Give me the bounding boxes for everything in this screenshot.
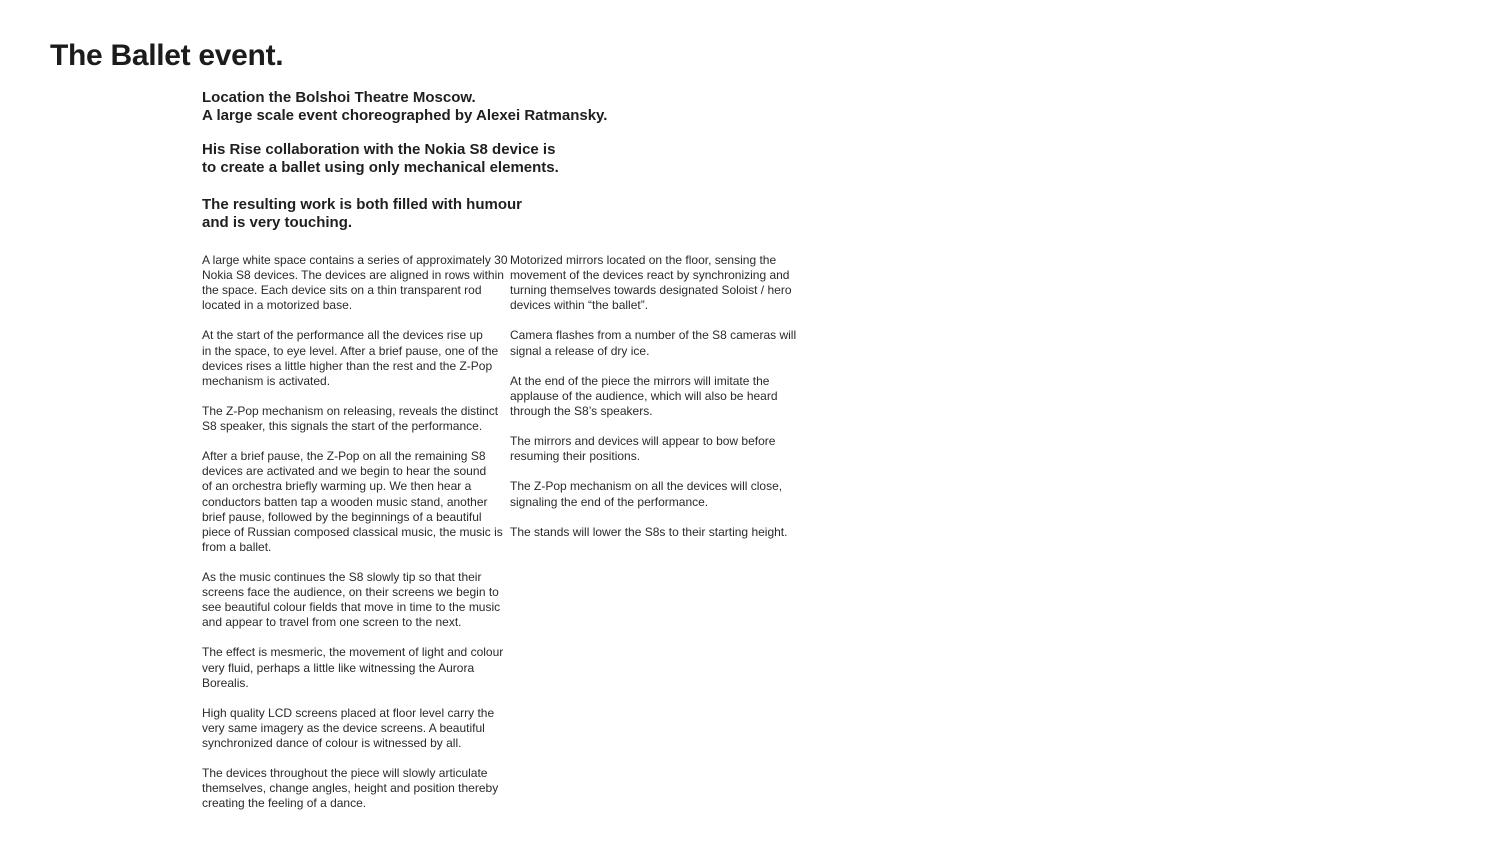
text-line: The stands will lower the S8s to their starting height. — [510, 524, 788, 539]
text-line: At the end of the piece the mirrors will imitate the — [510, 373, 770, 388]
text-line: very fluid, perhaps a little like witnessing the Aurora — [202, 660, 475, 675]
text-line: S8 speaker, this signals the start of the performance. — [202, 419, 483, 434]
intro-line: A large scale event choreographed by Alexei Ratmansky. — [202, 107, 608, 124]
text-line: Nokia S8 devices. The devices are aligned in rows within — [202, 268, 504, 283]
intro-line: Location the Bolshoi Theatre Moscow. — [202, 89, 476, 106]
paragraph — [510, 328, 805, 358]
intro-line: and is very touching. — [202, 214, 353, 231]
body-column-left — [202, 253, 507, 827]
paragraph — [510, 525, 805, 540]
text-line: The devices throughout the piece will slowly articulate — [202, 766, 488, 781]
paragraph — [510, 374, 805, 419]
text-line: screens face the audience, on their screens we begin to — [202, 585, 499, 600]
text-line: Camera flashes from a number of the S8 cameras will — [510, 328, 797, 343]
text-line: signal a release of dry ice. — [510, 343, 650, 358]
text-line: signaling the end of the performance. — [510, 494, 709, 509]
paragraph — [202, 706, 507, 751]
text-line: Motorized mirrors located on the floor, sensing the — [510, 253, 777, 267]
intro-line: to create a ballet using only mechanical elements. — [202, 159, 559, 176]
intro-result — [202, 196, 762, 232]
text-line: After a brief pause, the Z-Pop on all the remaining S8 — [202, 449, 486, 464]
intro-line: His Rise collaboration with the Nokia S8 device is — [202, 141, 556, 158]
text-line: As the music continues the S8 slowly tip so that their — [202, 569, 482, 584]
text-line: devices rises a little higher than the rest and the Z-Pop — [202, 358, 493, 373]
text-line: The Z-Pop mechanism on releasing, reveals the distinct — [202, 403, 499, 418]
text-line: turning themselves towards designated Soloist / hero — [510, 283, 792, 298]
text-line: in the space, to eye level. After a brief pause, one of the — [202, 343, 499, 358]
text-line: piece of Russian composed classical music, the music is — [202, 524, 503, 539]
text-line: The mirrors and devices will appear to bow before — [510, 434, 776, 449]
body-column-right — [510, 253, 805, 555]
text-line: conductors batten tap a wooden music stand, another — [202, 494, 488, 509]
text-line: located in a motorized base. — [202, 298, 353, 313]
text-line: brief pause, followed by the beginnings of a beautiful — [202, 509, 482, 524]
text-line: themselves, change angles, height and position thereby — [202, 781, 499, 796]
paragraph — [202, 404, 507, 434]
text-line: mechanism is activated. — [202, 373, 331, 388]
text-line: resuming their positions. — [510, 449, 641, 464]
intro-collaboration — [202, 141, 762, 177]
text-line: creating the feeling of a dance. — [202, 796, 367, 811]
paragraph — [202, 766, 507, 811]
paragraph — [510, 253, 805, 313]
paragraph — [202, 645, 507, 690]
paragraph — [202, 570, 507, 630]
text-line: of an orchestra briefly warming up. We then hear a — [202, 479, 472, 494]
paragraph — [202, 328, 507, 388]
text-line: see beautiful colour fields that move in time to the music — [202, 600, 501, 615]
intro-location — [202, 89, 762, 125]
text-line: and appear to travel from one screen to the next. — [202, 615, 462, 630]
page-title: The Ballet event. — [50, 39, 284, 72]
text-line: At the start of the performance all the devices rise up — [202, 328, 483, 343]
text-line: The Z-Pop mechanism on all the devices will close, — [510, 479, 783, 494]
text-line: very same imagery as the device screens. A beautiful — [202, 720, 485, 735]
paragraph — [510, 434, 805, 464]
text-line: High quality LCD screens placed at floor level carry the — [202, 705, 495, 720]
text-line: The effect is mesmeric, the movement of light and colour — [202, 645, 504, 660]
paragraph — [202, 449, 507, 555]
text-line: through the S8’s speakers. — [510, 403, 653, 418]
text-line: synchronized dance of colour is witnessed by all. — [202, 736, 462, 750]
text-line: applause of the audience, which will also be heard — [510, 388, 778, 403]
text-line: devices within “the ballet”. — [510, 298, 649, 313]
text-line: the space. Each device sits on a thin transparent rod — [202, 283, 482, 298]
paragraph — [510, 479, 805, 509]
text-line: A large white space contains a series of approximately 30 — [202, 253, 508, 267]
paragraph — [202, 253, 507, 313]
text-line: from a ballet. — [202, 539, 272, 554]
text-line: Borealis. — [202, 675, 249, 690]
intro-line: The resulting work is both filled with humour — [202, 196, 523, 213]
text-line: devices are activated and we begin to hear the sound — [202, 464, 487, 479]
text-line: movement of the devices react by synchronizing and — [510, 268, 790, 283]
